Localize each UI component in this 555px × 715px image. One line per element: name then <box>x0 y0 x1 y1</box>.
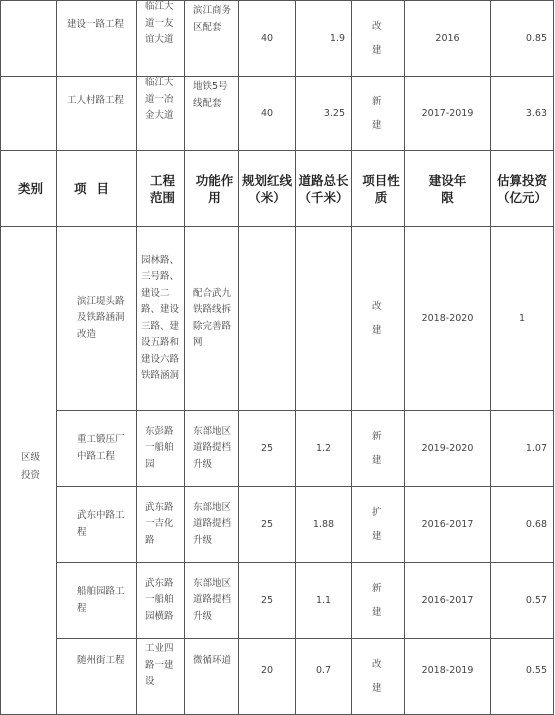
width-cell: 20 <box>239 639 296 715</box>
invest-cell: 0.68 <box>491 487 554 563</box>
width-cell <box>239 227 296 411</box>
length-cell: 1.2 <box>296 411 352 487</box>
years-cell: 2016-2017 <box>405 487 491 563</box>
project-cell: 随州街工程 <box>57 639 137 715</box>
table-row <box>1 1 554 77</box>
header-width: 规划红线（米） <box>239 151 296 227</box>
scope-cell: 武东路一船舶园横路 <box>137 563 185 639</box>
length-cell: 3.25 <box>296 77 352 151</box>
project-cell: 重工锻压厂中路工程 <box>57 411 137 487</box>
years-cell: 2017-2019 <box>405 77 491 151</box>
function-cell: 东部地区道路提档升级 <box>185 563 239 639</box>
nature-cell: 新建 <box>352 411 405 487</box>
table-row <box>1 639 554 715</box>
category-cell: 区级投资 <box>1 227 57 715</box>
length-cell <box>296 227 352 411</box>
nature-cell: 新建 <box>352 77 405 151</box>
header-length: 道路总长（千米） <box>296 151 352 227</box>
scope-cell: 武东路一吉化路 <box>137 487 185 563</box>
years-cell: 2018-2020 <box>405 227 491 411</box>
width-cell: 40 <box>239 1 296 77</box>
project-cell: 工人村路工程 <box>57 77 137 151</box>
category-cell-empty <box>1 1 57 77</box>
function-cell: 东部地区道路提档升级 <box>185 487 239 563</box>
table-header-row <box>1 151 554 227</box>
project-cell: 建设一路工程 <box>57 1 137 77</box>
project-cell: 武东中路工程 <box>57 487 137 563</box>
header-nature: 项目性质 <box>352 151 405 227</box>
project-cell: 滨江堤头路及铁路涵洞改造 <box>57 227 137 411</box>
function-cell: 配合武九铁路线拆除完善路网 <box>185 227 239 411</box>
scope-cell: 临江大道一冶金大道 <box>137 77 185 151</box>
invest-cell: 0.85 <box>491 1 554 77</box>
function-cell: 滨江商务区配套 <box>185 1 239 77</box>
nature-cell: 改建 <box>352 1 405 77</box>
years-cell: 2016-2017 <box>405 563 491 639</box>
width-cell: 25 <box>239 487 296 563</box>
invest-cell: 1 <box>491 227 554 411</box>
header-project: 项目 <box>57 151 137 227</box>
invest-cell: 0.57 <box>491 563 554 639</box>
category-cell-empty <box>1 77 57 151</box>
length-cell: 1.9 <box>296 1 352 77</box>
width-cell: 25 <box>239 563 296 639</box>
header-years: 建设年限 <box>405 151 491 227</box>
invest-cell: 1.07 <box>491 411 554 487</box>
years-cell: 2019-2020 <box>405 411 491 487</box>
table-row <box>1 227 554 411</box>
invest-cell: 0.55 <box>491 639 554 715</box>
width-cell: 25 <box>239 411 296 487</box>
function-cell: 东部地区道路提档升级 <box>185 411 239 487</box>
scope-cell: 临江大道一友谊大道 <box>137 1 185 77</box>
nature-cell: 扩建 <box>352 487 405 563</box>
nature-cell: 改建 <box>352 227 405 411</box>
width-cell: 40 <box>239 77 296 151</box>
header-invest: 估算投资（亿元） <box>491 151 554 227</box>
scope-cell: 工业四路一建设 <box>137 639 185 715</box>
project-cell: 船舶园路工程 <box>57 563 137 639</box>
table-row <box>1 77 554 151</box>
table-row <box>1 411 554 487</box>
invest-cell: 3.63 <box>491 77 554 151</box>
scope-cell: 园林路、三号路、建设二路、建设三路、建设五路和建设六路铁路涵洞 <box>137 227 185 411</box>
nature-cell: 新建 <box>352 563 405 639</box>
header-function: 功能作用 <box>185 151 239 227</box>
length-cell: 1.88 <box>296 487 352 563</box>
years-cell: 2016 <box>405 1 491 77</box>
nature-cell: 改建 <box>352 639 405 715</box>
length-cell: 1.1 <box>296 563 352 639</box>
function-cell: 微循环道 <box>185 639 239 715</box>
length-cell: 0.7 <box>296 639 352 715</box>
table-row <box>1 563 554 639</box>
table-row <box>1 487 554 563</box>
function-cell: 地铁5号线配套 <box>185 77 239 151</box>
header-scope: 工程范围 <box>137 151 185 227</box>
header-category: 类别 <box>1 151 57 227</box>
scope-cell: 东彭路一船舶园 <box>137 411 185 487</box>
years-cell: 2018-2019 <box>405 639 491 715</box>
